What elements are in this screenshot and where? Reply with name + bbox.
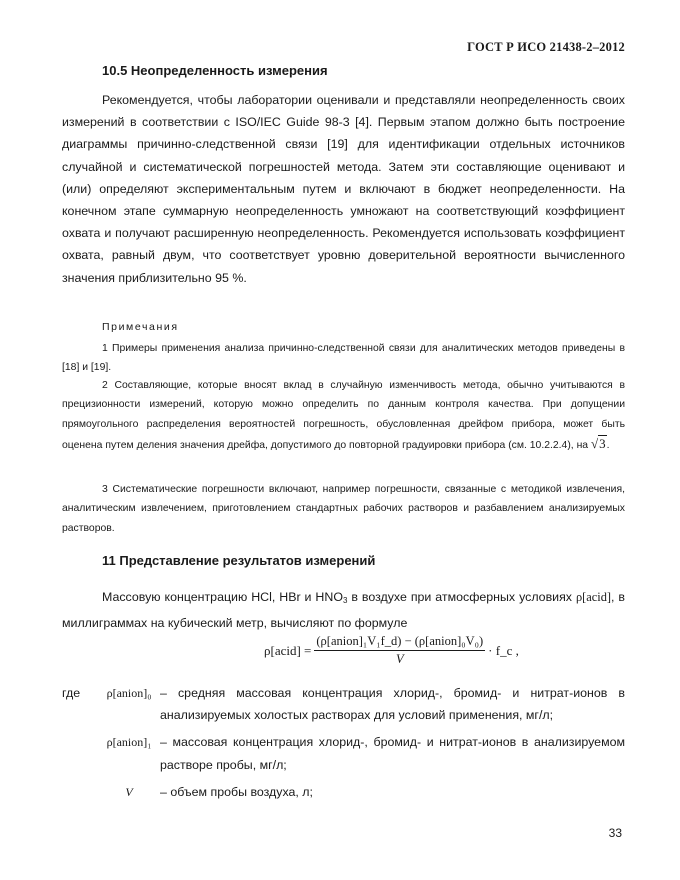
section-11-paragraph xyxy=(62,586,625,634)
formula-tail: · f_c , xyxy=(488,642,519,658)
where-spacer xyxy=(62,731,98,775)
note-1: 1 Примеры применения анализа причинно-следственной связи для аналитических методов приведены в [18] и [19]. xyxy=(62,343,625,374)
note-2-text: 2 Составляющие, которые вносят вклад в случайную изменчивость метода, обычно учитываются в прецизионности измерений, которую можно определить по данным контроля качества. При допущении прямоугольного распределения вероятностей погрешность, обусловленная дрейфом прибора, может быть оценена путем деления значения дрейфа, допустимого до повторной градуировки прибора (см. 10.2.2.4), на xyxy=(62,380,625,452)
definition-row xyxy=(62,781,625,803)
definition-text: – объем пробы воздуха, л; xyxy=(160,784,313,799)
definition-symbol: ρ[anion]₀ xyxy=(106,686,152,700)
definition-text: – средняя массовая концентрация хлорид-, бромид- и нитрат-ионов в анализируемых холостых растворах для условий применения, мг/л; xyxy=(160,686,625,723)
results-paragraph-line xyxy=(62,586,625,634)
formula-lhs: ρ[acid] = xyxy=(264,642,312,658)
results-text-1: Массовую концентрацию HCl, HBr и HNO xyxy=(102,590,343,604)
sqrt-radicand: 3 xyxy=(599,436,606,452)
results-text-2: в воздухе при атмосферных условиях xyxy=(347,590,576,604)
standard-header: ГОСТ Р ИСО 21438-2–2012 xyxy=(467,40,625,54)
notes-title: Примечания xyxy=(102,321,179,333)
results-text-3: , в миллиграммах на кубический метр, вычисляют по формуле xyxy=(62,590,625,631)
definition-text: – массовая концентрация хлорид-, бромид- и нитрат-ионов в анализируемом растворе пробы, мг/л; xyxy=(160,735,625,772)
page-number: 33 xyxy=(608,826,622,840)
definition-row xyxy=(62,731,625,775)
formula-numerator: (ρ[anion]₁V₁f_d) − (ρ[anion]₀V₀) xyxy=(314,634,485,651)
note-2-end: . xyxy=(606,440,610,452)
note-3: 3 Систематические погрешности включают, например погрешности, связанные с методикой извлечения, аналитическим извлечением, приготовлением стандартных рабочих растворов и разбавлением анализируемых растворов. xyxy=(62,484,625,534)
nitrate-subscript: 3 xyxy=(342,596,348,605)
formula-denominator: V xyxy=(395,652,404,666)
section-10-5-title: 10.5 Неопределенность измерения xyxy=(102,63,328,78)
concentration-formula xyxy=(264,634,519,667)
definition-symbol: ρ[anion]₁ xyxy=(106,735,152,750)
definition-row xyxy=(62,682,625,726)
where-spacer xyxy=(62,781,98,803)
uncertainty-paragraph-text: Рекомендуется, чтобы лаборатории оценивали и представляли неопределенность своих измерений в соответствии с ISO/IEC Guide 98-3 [4]. Первым этапом должно быть построение диаграммы причинно-следственной связи [19] для идентификации отдельных источников случайной и систематической погрешностей метода. Затем эти составляющие оценивают и (или) определяют экспериментальным путем и включают в бюджет неопределенности. На конечном этапе суммарную неопределенность умножают на соответствующий коэффициент охвата и получают расширенную неопределенность. Рекомендуется использовать коэффициент охвата, равный двум, что соответствует уровню доверительной вероятности вычисленного значения приблизительно 95 %. xyxy=(62,93,625,285)
definitions-list xyxy=(62,682,625,803)
sqrt-expression: √3 xyxy=(590,436,606,452)
where-label: где xyxy=(62,686,81,700)
section-10-5-paragraph xyxy=(62,89,625,289)
acid-symbol: ρ[acid] xyxy=(575,590,612,604)
formula-fraction xyxy=(314,634,485,667)
section-11-title: 11 Представление результатов измерений xyxy=(102,553,376,568)
definition-symbol: V xyxy=(125,784,133,799)
note-2 xyxy=(62,376,625,456)
